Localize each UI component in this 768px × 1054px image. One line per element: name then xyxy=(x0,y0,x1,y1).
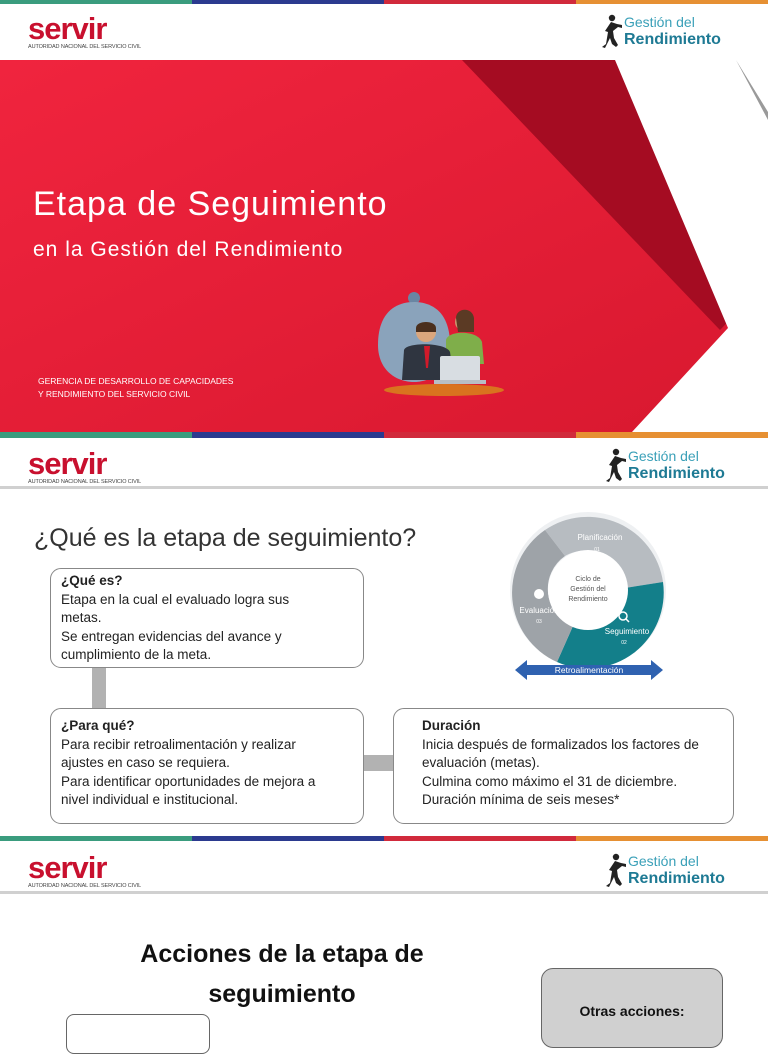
label-planificacion-num: 01 xyxy=(594,547,600,553)
logo-line-1: Gestión del xyxy=(624,14,695,30)
slide-title: ¿Qué es la etapa de seguimiento? xyxy=(34,524,417,552)
cycle-diagram xyxy=(505,510,671,686)
otras-acciones-box xyxy=(541,968,723,1048)
box-heading: Duración xyxy=(422,718,481,733)
pushing-man-icon xyxy=(596,14,624,48)
box-duracion xyxy=(393,708,734,824)
connector-horizontal xyxy=(362,755,394,771)
color-stripe xyxy=(0,836,768,841)
box-line: ajustes en caso se requiera. xyxy=(61,755,230,770)
slide-1 xyxy=(0,0,768,432)
box-line: cumplimiento de la meta. xyxy=(61,647,212,662)
servir-wordmark: servir xyxy=(28,11,107,46)
box-line: evaluación (metas). xyxy=(422,755,540,770)
otras-acciones-label: Otras acciones: xyxy=(579,1003,685,1019)
box-que-es xyxy=(50,568,364,668)
servir-logo xyxy=(28,446,142,485)
box-heading: ¿Qué es? xyxy=(61,573,123,588)
pie-chart-icon xyxy=(534,589,544,599)
pushing-man-icon xyxy=(600,853,628,887)
box-line: Duración mínima de seis meses* xyxy=(422,792,620,807)
box-para-que xyxy=(50,708,364,824)
logo-line-1: Gestión del xyxy=(628,448,699,464)
label-seguimiento-num: 02 xyxy=(621,640,627,646)
label-evaluacion: Evaluación xyxy=(519,606,559,615)
box-heading: ¿Para qué? xyxy=(61,718,135,733)
servir-logo xyxy=(28,11,142,50)
color-stripe xyxy=(0,432,768,438)
label-planificacion: Planificación xyxy=(577,533,623,542)
box-line: nivel individual e institucional. xyxy=(61,792,239,807)
label-evaluacion-num: 03 xyxy=(536,619,542,625)
servir-tagline: AUTORIDAD NACIONAL DEL SERVICIO CIVIL xyxy=(28,44,142,50)
footer-line-1: GERENCIA DE DESARROLLO DE CAPACIDADES xyxy=(38,376,234,386)
arrow-label: Retroalimentación xyxy=(554,665,624,675)
action-box-left xyxy=(66,1014,210,1054)
servir-logo xyxy=(28,850,142,889)
slide-2 xyxy=(0,432,768,836)
box-line: Se entregan evidencias del avance y xyxy=(61,628,282,644)
gestion-rendimiento-logo xyxy=(600,853,725,887)
logo-line-2: Rendimiento xyxy=(628,465,725,482)
box-line: metas. xyxy=(61,610,102,625)
box-line: Inicia después de formalizados los factores de xyxy=(422,736,699,752)
footer-line-2: Y RENDIMIENTO DEL SERVICIO CIVIL xyxy=(38,389,191,399)
people-at-laptop-illustration xyxy=(374,290,514,398)
servir-tagline: AUTORIDAD NACIONAL DEL SERVICIO CIVIL xyxy=(28,479,142,485)
gestion-rendimiento-logo xyxy=(600,448,725,482)
slide-title: Etapa de Seguimiento xyxy=(33,185,388,223)
slide-title-line-1: Acciones de la etapa de xyxy=(140,940,424,968)
logo-line-2: Rendimiento xyxy=(628,870,725,887)
color-stripe xyxy=(0,0,768,4)
box-line: Etapa en la cual el evaluado logra sus xyxy=(61,591,290,607)
cycle-center-3: Rendimiento xyxy=(568,596,608,603)
header-rule xyxy=(0,891,768,894)
servir-wordmark: servir xyxy=(28,850,107,885)
label-seguimiento: Seguimiento xyxy=(604,627,650,636)
cycle-center-1: Ciclo de xyxy=(575,576,601,583)
connector-vertical xyxy=(92,667,106,709)
slide-subtitle: en la Gestión del Rendimiento xyxy=(33,238,344,261)
box-line: Para recibir retroalimentación y realizar xyxy=(61,736,296,752)
slide-title-line-2: seguimiento xyxy=(208,980,356,1008)
logo-line-2: Rendimiento xyxy=(624,31,721,48)
servir-wordmark: servir xyxy=(28,446,107,481)
logo-line-1: Gestión del xyxy=(628,853,699,869)
slide-3 xyxy=(0,836,768,1024)
gestion-rendimiento-logo xyxy=(596,14,721,48)
pushing-man-icon xyxy=(600,448,628,482)
box-line: Culmina como máximo el 31 de diciembre. xyxy=(422,773,678,789)
cycle-center-2: Gestión del xyxy=(570,586,606,593)
box-line: Para identificar oportunidades de mejora a xyxy=(61,773,316,789)
header-rule xyxy=(0,486,768,489)
servir-tagline: AUTORIDAD NACIONAL DEL SERVICIO CIVIL xyxy=(28,883,142,889)
